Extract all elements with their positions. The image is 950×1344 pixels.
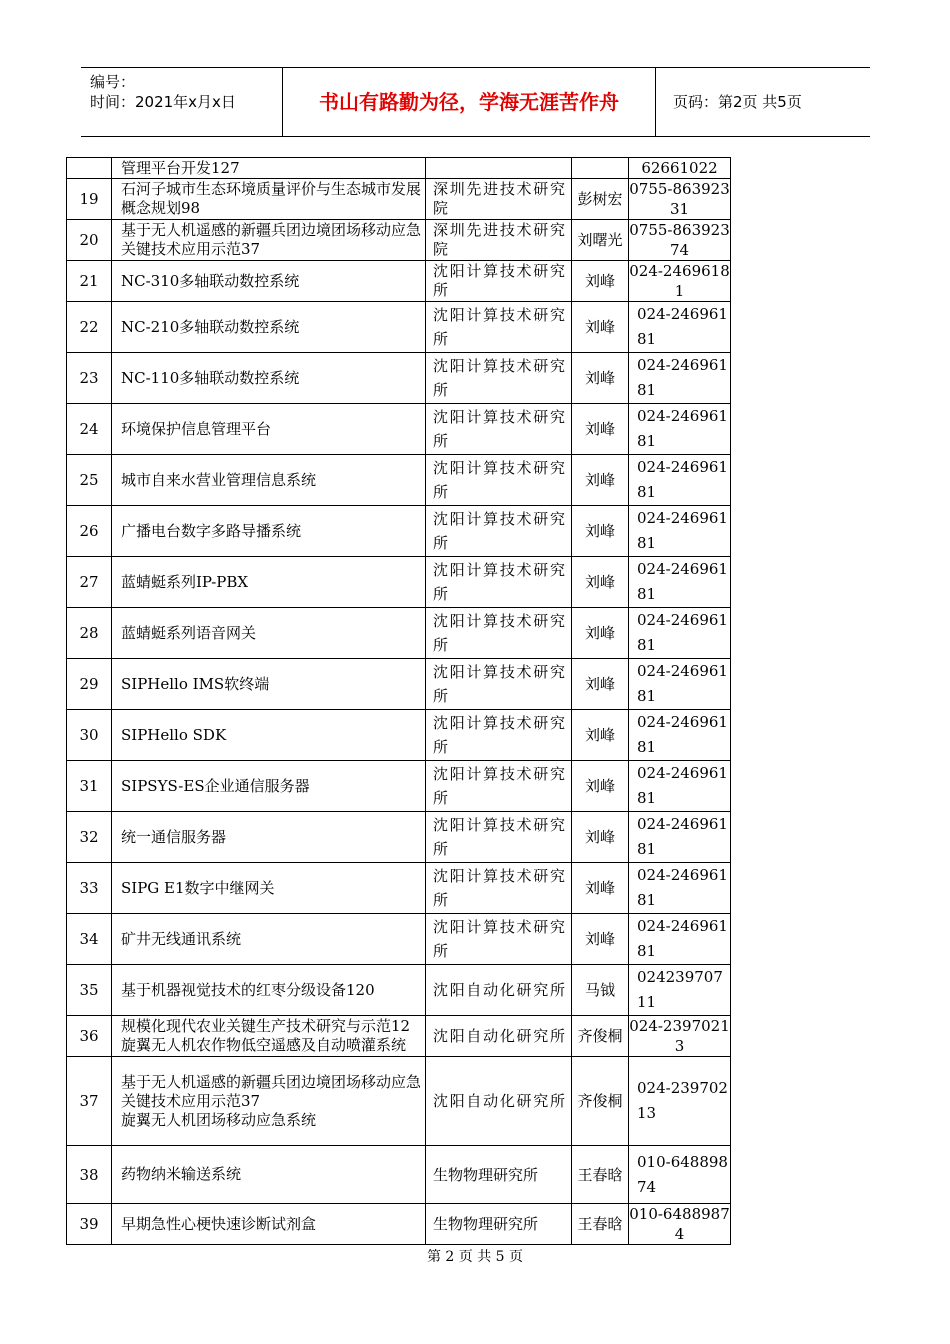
project-name: 规模化现代农业关键生产技术研究与示范12 旋翼无人机农作物低空遥感及自动喷灌系统 [112, 1016, 426, 1057]
organization: 沈阳自动化研究所 [426, 1016, 572, 1057]
contact-person: 刘峰 [572, 761, 629, 812]
organization: 沈阳计算技术研究所 [426, 659, 572, 710]
project-name: 环境保护信息管理平台 [112, 404, 426, 455]
contact-person: 刘峰 [572, 659, 629, 710]
contact-person: 刘峰 [572, 302, 629, 353]
project-name: SIPHello IMS软终端 [112, 659, 426, 710]
table-row [67, 812, 731, 863]
contact-phone: 024-24696181 [629, 761, 731, 812]
project-name: 基于无人机遥感的新疆兵团边境团场移动应急关键技术应用示范37 旋翼无人机团场移动应急系统 [112, 1057, 426, 1146]
organization: 沈阳计算技术研究所 [426, 914, 572, 965]
organization: 沈阳计算技术研究所 [426, 608, 572, 659]
header-page-number [664, 68, 870, 136]
table-row [67, 557, 731, 608]
row-number: 28 [67, 608, 112, 659]
organization: 沈阳计算技术研究所 [426, 506, 572, 557]
project-name: NC-310多轴联动数控系统 [112, 261, 426, 302]
table-row [67, 179, 731, 220]
table-row [67, 158, 731, 179]
contact-person: 刘峰 [572, 353, 629, 404]
organization: 沈阳计算技术研究所 [426, 710, 572, 761]
contact-phone: 024-24696181 [629, 557, 731, 608]
organization: 沈阳计算技术研究所 [426, 812, 572, 863]
contact-person: 刘峰 [572, 261, 629, 302]
project-name: NC-210多轴联动数控系统 [112, 302, 426, 353]
row-number: 24 [67, 404, 112, 455]
contact-phone: 024-24696181 [629, 404, 731, 455]
row-number: 19 [67, 179, 112, 220]
contact-person [572, 158, 629, 179]
project-table [66, 157, 731, 1245]
organization: 沈阳自动化研究所 [426, 1057, 572, 1146]
header-page-label: 页码：第2页 共5页 [673, 93, 802, 111]
project-name: SIPSYS-ES企业通信服务器 [112, 761, 426, 812]
organization: 深圳先进技术研究院 [426, 179, 572, 220]
contact-phone: 62661022 [629, 158, 731, 179]
project-name: SIPHello SDK [112, 710, 426, 761]
contact-phone: 0755-86392331 [629, 180, 730, 218]
row-number: 30 [67, 710, 112, 761]
page-footer: 第 2 页 共 5 页 [426, 1249, 524, 1265]
row-number: 27 [67, 557, 112, 608]
organization: 生物物理研究所 [426, 1204, 572, 1245]
table-row [67, 761, 731, 812]
row-number: 29 [67, 659, 112, 710]
table-row [67, 1057, 731, 1146]
contact-phone: 024-24696181 [629, 455, 731, 506]
project-name: SIPG E1数字中继网关 [112, 863, 426, 914]
header-motto: 书山有路勤为径，学海无涯苦作舟 [283, 68, 656, 136]
organization: 沈阳自动化研究所 [426, 965, 572, 1016]
row-number [67, 158, 112, 179]
row-number: 26 [67, 506, 112, 557]
contact-person: 齐俊桐 [572, 1057, 629, 1146]
contact-phone: 024-23970213 [629, 1017, 730, 1055]
project-name: 早期急性心梗快速诊断试剂盒 [112, 1204, 426, 1245]
organization: 沈阳计算技术研究所 [426, 761, 572, 812]
project-name: 石河子城市生态环境质量评价与生态城市发展概念规划98 [112, 179, 426, 220]
organization: 沈阳计算技术研究所 [426, 863, 572, 914]
document-number-label: 编号： [90, 73, 136, 91]
document-date-label: 时间：2021年x月x日 [90, 93, 236, 111]
project-name: 城市自来水营业管理信息系统 [112, 455, 426, 506]
organization: 生物物理研究所 [426, 1146, 572, 1204]
contact-person: 刘峰 [572, 506, 629, 557]
table-row [67, 302, 731, 353]
contact-person: 齐俊桐 [572, 1016, 629, 1057]
table-row [67, 506, 731, 557]
row-number: 39 [67, 1204, 112, 1245]
contact-person: 刘峰 [572, 455, 629, 506]
contact-phone: 024-24696181 [629, 710, 731, 761]
table-row [67, 1204, 731, 1245]
project-name: 基于无人机遥感的新疆兵团边境团场移动应急关键技术应用示范37 [112, 220, 426, 261]
contact-person: 刘峰 [572, 557, 629, 608]
contact-person: 马钺 [572, 965, 629, 1016]
table-row [67, 261, 731, 302]
organization: 沈阳计算技术研究所 [426, 455, 572, 506]
row-number: 23 [67, 353, 112, 404]
row-number: 22 [67, 302, 112, 353]
page-header [81, 67, 870, 137]
organization: 沈阳计算技术研究所 [426, 261, 572, 302]
table-row [67, 404, 731, 455]
row-number: 25 [67, 455, 112, 506]
row-number: 32 [67, 812, 112, 863]
table-row [67, 710, 731, 761]
project-name: NC-110多轴联动数控系统 [112, 353, 426, 404]
contact-phone: 0755-86392374 [629, 221, 730, 259]
contact-phone: 024-24696181 [629, 914, 731, 965]
project-name: 矿井无线通讯系统 [112, 914, 426, 965]
contact-person: 刘峰 [572, 608, 629, 659]
organization [426, 158, 572, 179]
contact-phone: 024-24696181 [629, 353, 731, 404]
row-number: 21 [67, 261, 112, 302]
table-row [67, 353, 731, 404]
table-row [67, 914, 731, 965]
project-name: 统一通信服务器 [112, 812, 426, 863]
project-name: 管理平台开发127 [112, 158, 426, 179]
row-number: 33 [67, 863, 112, 914]
project-name: 基于机器视觉技术的红枣分级设备120 [112, 965, 426, 1016]
row-number: 34 [67, 914, 112, 965]
contact-phone: 010-64889874 [629, 1146, 731, 1204]
contact-person: 王春晗 [572, 1146, 629, 1204]
table-row [67, 1146, 731, 1204]
contact-person: 王春晗 [572, 1204, 629, 1245]
row-number: 31 [67, 761, 112, 812]
contact-phone: 024-24696181 [629, 302, 731, 353]
contact-phone: 010-64889874 [629, 1205, 730, 1243]
table-row [67, 220, 731, 261]
contact-phone: 024-24696181 [629, 659, 731, 710]
contact-person: 刘峰 [572, 812, 629, 863]
contact-phone: 024-24696181 [629, 506, 731, 557]
table-row [67, 455, 731, 506]
table-row [67, 1016, 731, 1057]
header-meta [81, 68, 283, 136]
table-row [67, 965, 731, 1016]
contact-person: 彭树宏 [572, 179, 629, 220]
row-number: 36 [67, 1016, 112, 1057]
contact-phone: 024-23970213 [629, 1057, 731, 1146]
contact-person: 刘峰 [572, 710, 629, 761]
project-name: 蓝蜻蜓系列IP-PBX [112, 557, 426, 608]
table-row [67, 659, 731, 710]
project-name: 药物纳米输送系统 [112, 1146, 426, 1204]
organization: 沈阳计算技术研究所 [426, 404, 572, 455]
row-number: 37 [67, 1057, 112, 1146]
contact-phone: 024-24696181 [629, 863, 731, 914]
contact-person: 刘曙光 [572, 220, 629, 261]
contact-phone: 02423970711 [629, 965, 731, 1016]
contact-phone: 024-24696181 [629, 608, 731, 659]
table-row [67, 608, 731, 659]
organization: 沈阳计算技术研究所 [426, 302, 572, 353]
contact-person: 刘峰 [572, 914, 629, 965]
organization: 沈阳计算技术研究所 [426, 557, 572, 608]
project-name: 蓝蜻蜓系列语音网关 [112, 608, 426, 659]
row-number: 38 [67, 1146, 112, 1204]
contact-phone: 024-24696181 [629, 262, 730, 300]
contact-person: 刘峰 [572, 863, 629, 914]
project-name: 广播电台数字多路导播系统 [112, 506, 426, 557]
row-number: 35 [67, 965, 112, 1016]
row-number: 20 [67, 220, 112, 261]
organization: 深圳先进技术研究院 [426, 220, 572, 261]
organization: 沈阳计算技术研究所 [426, 353, 572, 404]
contact-phone: 024-24696181 [629, 812, 731, 863]
table-row [67, 863, 731, 914]
contact-person: 刘峰 [572, 404, 629, 455]
